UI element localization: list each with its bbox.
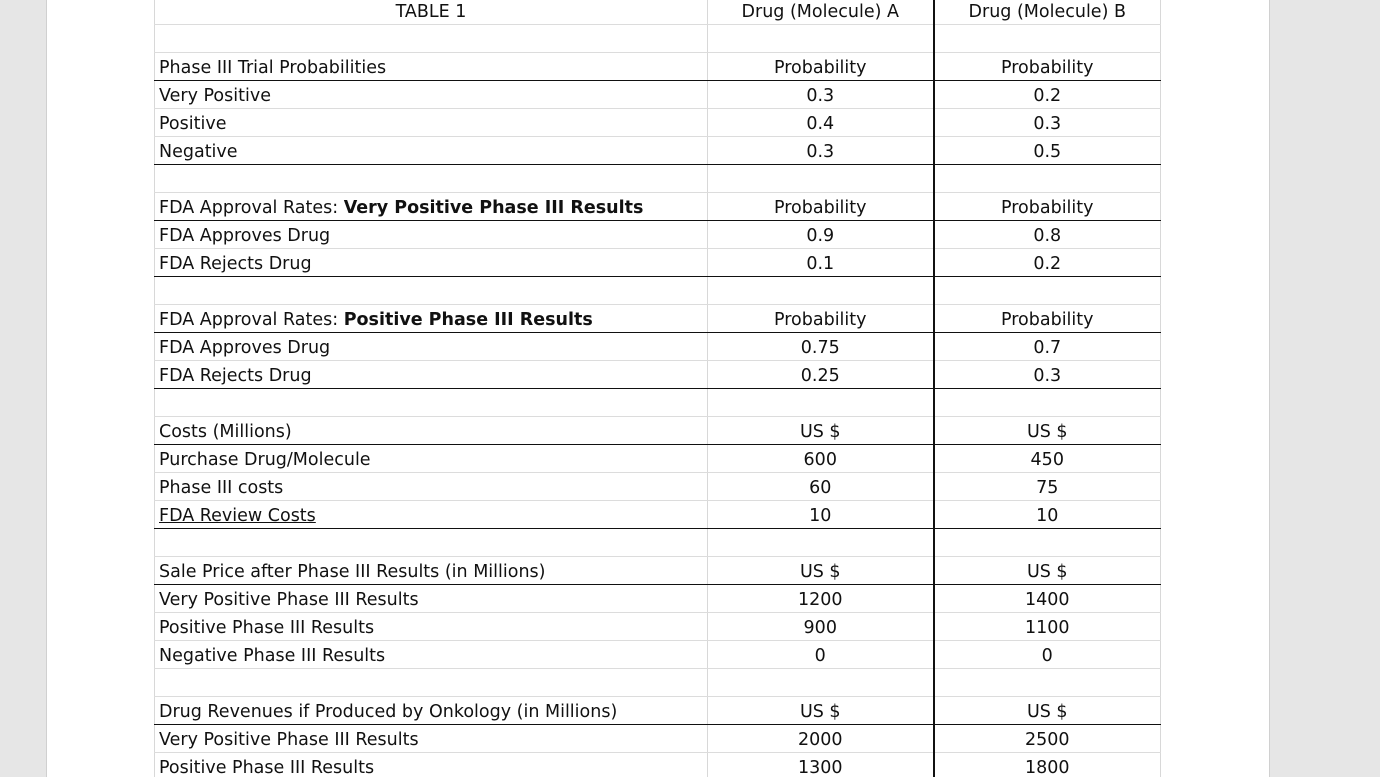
drug-a-value: 10 [708, 501, 934, 529]
label-text: Phase III costs [159, 478, 284, 498]
empty-cell [934, 165, 1161, 193]
label-text: Drug Revenues if Produced by Onkology (in Millions) [159, 702, 618, 722]
label-text: Very Positive [159, 86, 271, 106]
label-text: Negative Phase III Results [159, 646, 386, 666]
drug-b-value: Probability [934, 53, 1161, 81]
drug-b-value: 10 [934, 501, 1161, 529]
drug-a-value: 0.9 [708, 221, 934, 249]
drug-b-value: Probability [934, 305, 1161, 333]
table-row [155, 137, 1161, 165]
section-header-row [155, 557, 1161, 585]
data-table [154, 0, 1161, 777]
label-text: Sale Price after Phase III Results (in Millions) [159, 562, 546, 582]
table-row [155, 333, 1161, 361]
spacer-row [155, 389, 1161, 417]
row-label [155, 725, 708, 753]
drug-a-value: US $ [708, 697, 934, 725]
table-row [155, 81, 1161, 109]
drug-b-value: 0.5 [934, 137, 1161, 165]
drug-b-value: US $ [934, 557, 1161, 585]
drug-a-value: 900 [708, 613, 934, 641]
drug-a-value: 60 [708, 473, 934, 501]
section-header-row [155, 53, 1161, 81]
drug-a-value: Probability [708, 53, 934, 81]
empty-cell [708, 529, 934, 557]
section-label [155, 557, 708, 585]
label-text: Negative [159, 142, 238, 162]
empty-cell [155, 529, 708, 557]
drug-b-value: 0.7 [934, 333, 1161, 361]
table-header-row [155, 0, 1161, 25]
label-text: Positive Phase III Results [159, 618, 375, 638]
row-label [155, 81, 708, 109]
label-text: FDA Rejects Drug [159, 366, 312, 386]
row-label [155, 109, 708, 137]
drug-a-value: US $ [708, 417, 934, 445]
table-row [155, 249, 1161, 277]
row-label [155, 753, 708, 777]
label-text: Positive [159, 114, 227, 134]
drug-b-value: 0 [934, 641, 1161, 669]
drug-a-value: 0.3 [708, 81, 934, 109]
drug-b-value: 0.3 [934, 109, 1161, 137]
table-row [155, 473, 1161, 501]
empty-cell [708, 389, 934, 417]
empty-cell [708, 25, 934, 53]
table-row [155, 445, 1161, 473]
drug-a-value: 600 [708, 445, 934, 473]
table-row [155, 641, 1161, 669]
empty-cell [934, 25, 1161, 53]
row-label [155, 445, 708, 473]
empty-cell [155, 25, 708, 53]
column-header-drug-a: Drug (Molecule) A [708, 0, 934, 25]
spacer-row [155, 165, 1161, 193]
drug-a-value: Probability [708, 305, 934, 333]
empty-cell [708, 277, 934, 305]
row-label [155, 501, 708, 529]
spacer-row [155, 25, 1161, 53]
table-row [155, 501, 1161, 529]
label-text: Very Positive Phase III Results [159, 590, 419, 610]
empty-cell [708, 165, 934, 193]
empty-cell [155, 277, 708, 305]
section-header-row [155, 417, 1161, 445]
drug-b-value: 1400 [934, 585, 1161, 613]
drug-b-value: 0.8 [934, 221, 1161, 249]
table-row [155, 585, 1161, 613]
drug-b-value: 1100 [934, 613, 1161, 641]
table-row [155, 613, 1161, 641]
drug-a-value: 0.75 [708, 333, 934, 361]
section-label [155, 417, 708, 445]
drug-a-value: 0.25 [708, 361, 934, 389]
section-label [155, 53, 708, 81]
drug-b-value: 450 [934, 445, 1161, 473]
drug-a-value: 0 [708, 641, 934, 669]
empty-cell [934, 529, 1161, 557]
section-header-row [155, 193, 1161, 221]
label-text: FDA Approves Drug [159, 226, 331, 246]
table-row [155, 109, 1161, 137]
drug-b-value: 2500 [934, 725, 1161, 753]
table-title: TABLE 1 [155, 0, 708, 25]
label-text: Phase III Trial Probabilities [159, 58, 387, 78]
drug-b-value: US $ [934, 417, 1161, 445]
section-label [155, 697, 708, 725]
drug-b-value: 1800 [934, 753, 1161, 777]
table-body [155, 0, 1161, 777]
table-row [155, 753, 1161, 777]
label-text: FDA Approval Rates: [159, 310, 344, 330]
row-label [155, 473, 708, 501]
drug-a-value: 1200 [708, 585, 934, 613]
label-text: FDA Review Costs [159, 506, 316, 526]
drug-a-value: 0.1 [708, 249, 934, 277]
empty-cell [155, 165, 708, 193]
row-label [155, 361, 708, 389]
label-text: Costs (Millions) [159, 422, 292, 442]
drug-b-value: Probability [934, 193, 1161, 221]
empty-cell [934, 669, 1161, 697]
drug-a-value: 2000 [708, 725, 934, 753]
table-row [155, 725, 1161, 753]
drug-a-value: 1300 [708, 753, 934, 777]
section-label [155, 193, 708, 221]
label-emphasis: Very Positive Phase III Results [343, 198, 644, 218]
row-label [155, 333, 708, 361]
section-header-row [155, 305, 1161, 333]
spacer-row [155, 529, 1161, 557]
drug-a-value: 0.4 [708, 109, 934, 137]
drug-b-value: 0.2 [934, 249, 1161, 277]
document-page [46, 0, 1270, 777]
label-text: FDA Approval Rates: [159, 198, 344, 218]
drug-a-value: Probability [708, 193, 934, 221]
label-text: Positive Phase III Results [159, 758, 375, 777]
drug-b-value: 75 [934, 473, 1161, 501]
drug-b-value: US $ [934, 697, 1161, 725]
empty-cell [934, 277, 1161, 305]
drug-b-value: 0.3 [934, 361, 1161, 389]
row-label [155, 585, 708, 613]
row-label [155, 221, 708, 249]
empty-cell [155, 389, 708, 417]
drug-b-value: 0.2 [934, 81, 1161, 109]
empty-cell [934, 389, 1161, 417]
spacer-row [155, 669, 1161, 697]
empty-cell [155, 669, 708, 697]
label-text: Purchase Drug/Molecule [159, 450, 371, 470]
column-header-drug-b: Drug (Molecule) B [934, 0, 1161, 25]
empty-cell [708, 669, 934, 697]
table-row [155, 361, 1161, 389]
row-label [155, 137, 708, 165]
row-label [155, 641, 708, 669]
row-label [155, 613, 708, 641]
label-text: Very Positive Phase III Results [159, 730, 419, 750]
drug-a-value: US $ [708, 557, 934, 585]
section-header-row [155, 697, 1161, 725]
label-text: FDA Approves Drug [159, 338, 331, 358]
drug-a-value: 0.3 [708, 137, 934, 165]
spacer-row [155, 277, 1161, 305]
table-row [155, 221, 1161, 249]
label-emphasis: Positive Phase III Results [343, 310, 593, 330]
section-label [155, 305, 708, 333]
label-text: FDA Rejects Drug [159, 254, 312, 274]
row-label [155, 249, 708, 277]
